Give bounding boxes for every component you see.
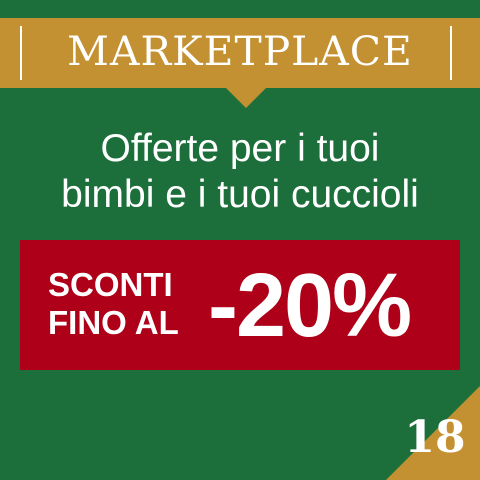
discount-value: -20% bbox=[208, 256, 411, 356]
discount-box bbox=[20, 240, 460, 370]
headline-text: Offerte per i tuoi bimbi e i tuoi cuccioli bbox=[61, 127, 419, 216]
page-number: 18 bbox=[404, 412, 466, 463]
banner-pointer-shape bbox=[226, 88, 266, 108]
banner-title: MARKETPLACE bbox=[67, 29, 413, 75]
discount-label: SCONTI FINO AL bbox=[48, 266, 179, 341]
